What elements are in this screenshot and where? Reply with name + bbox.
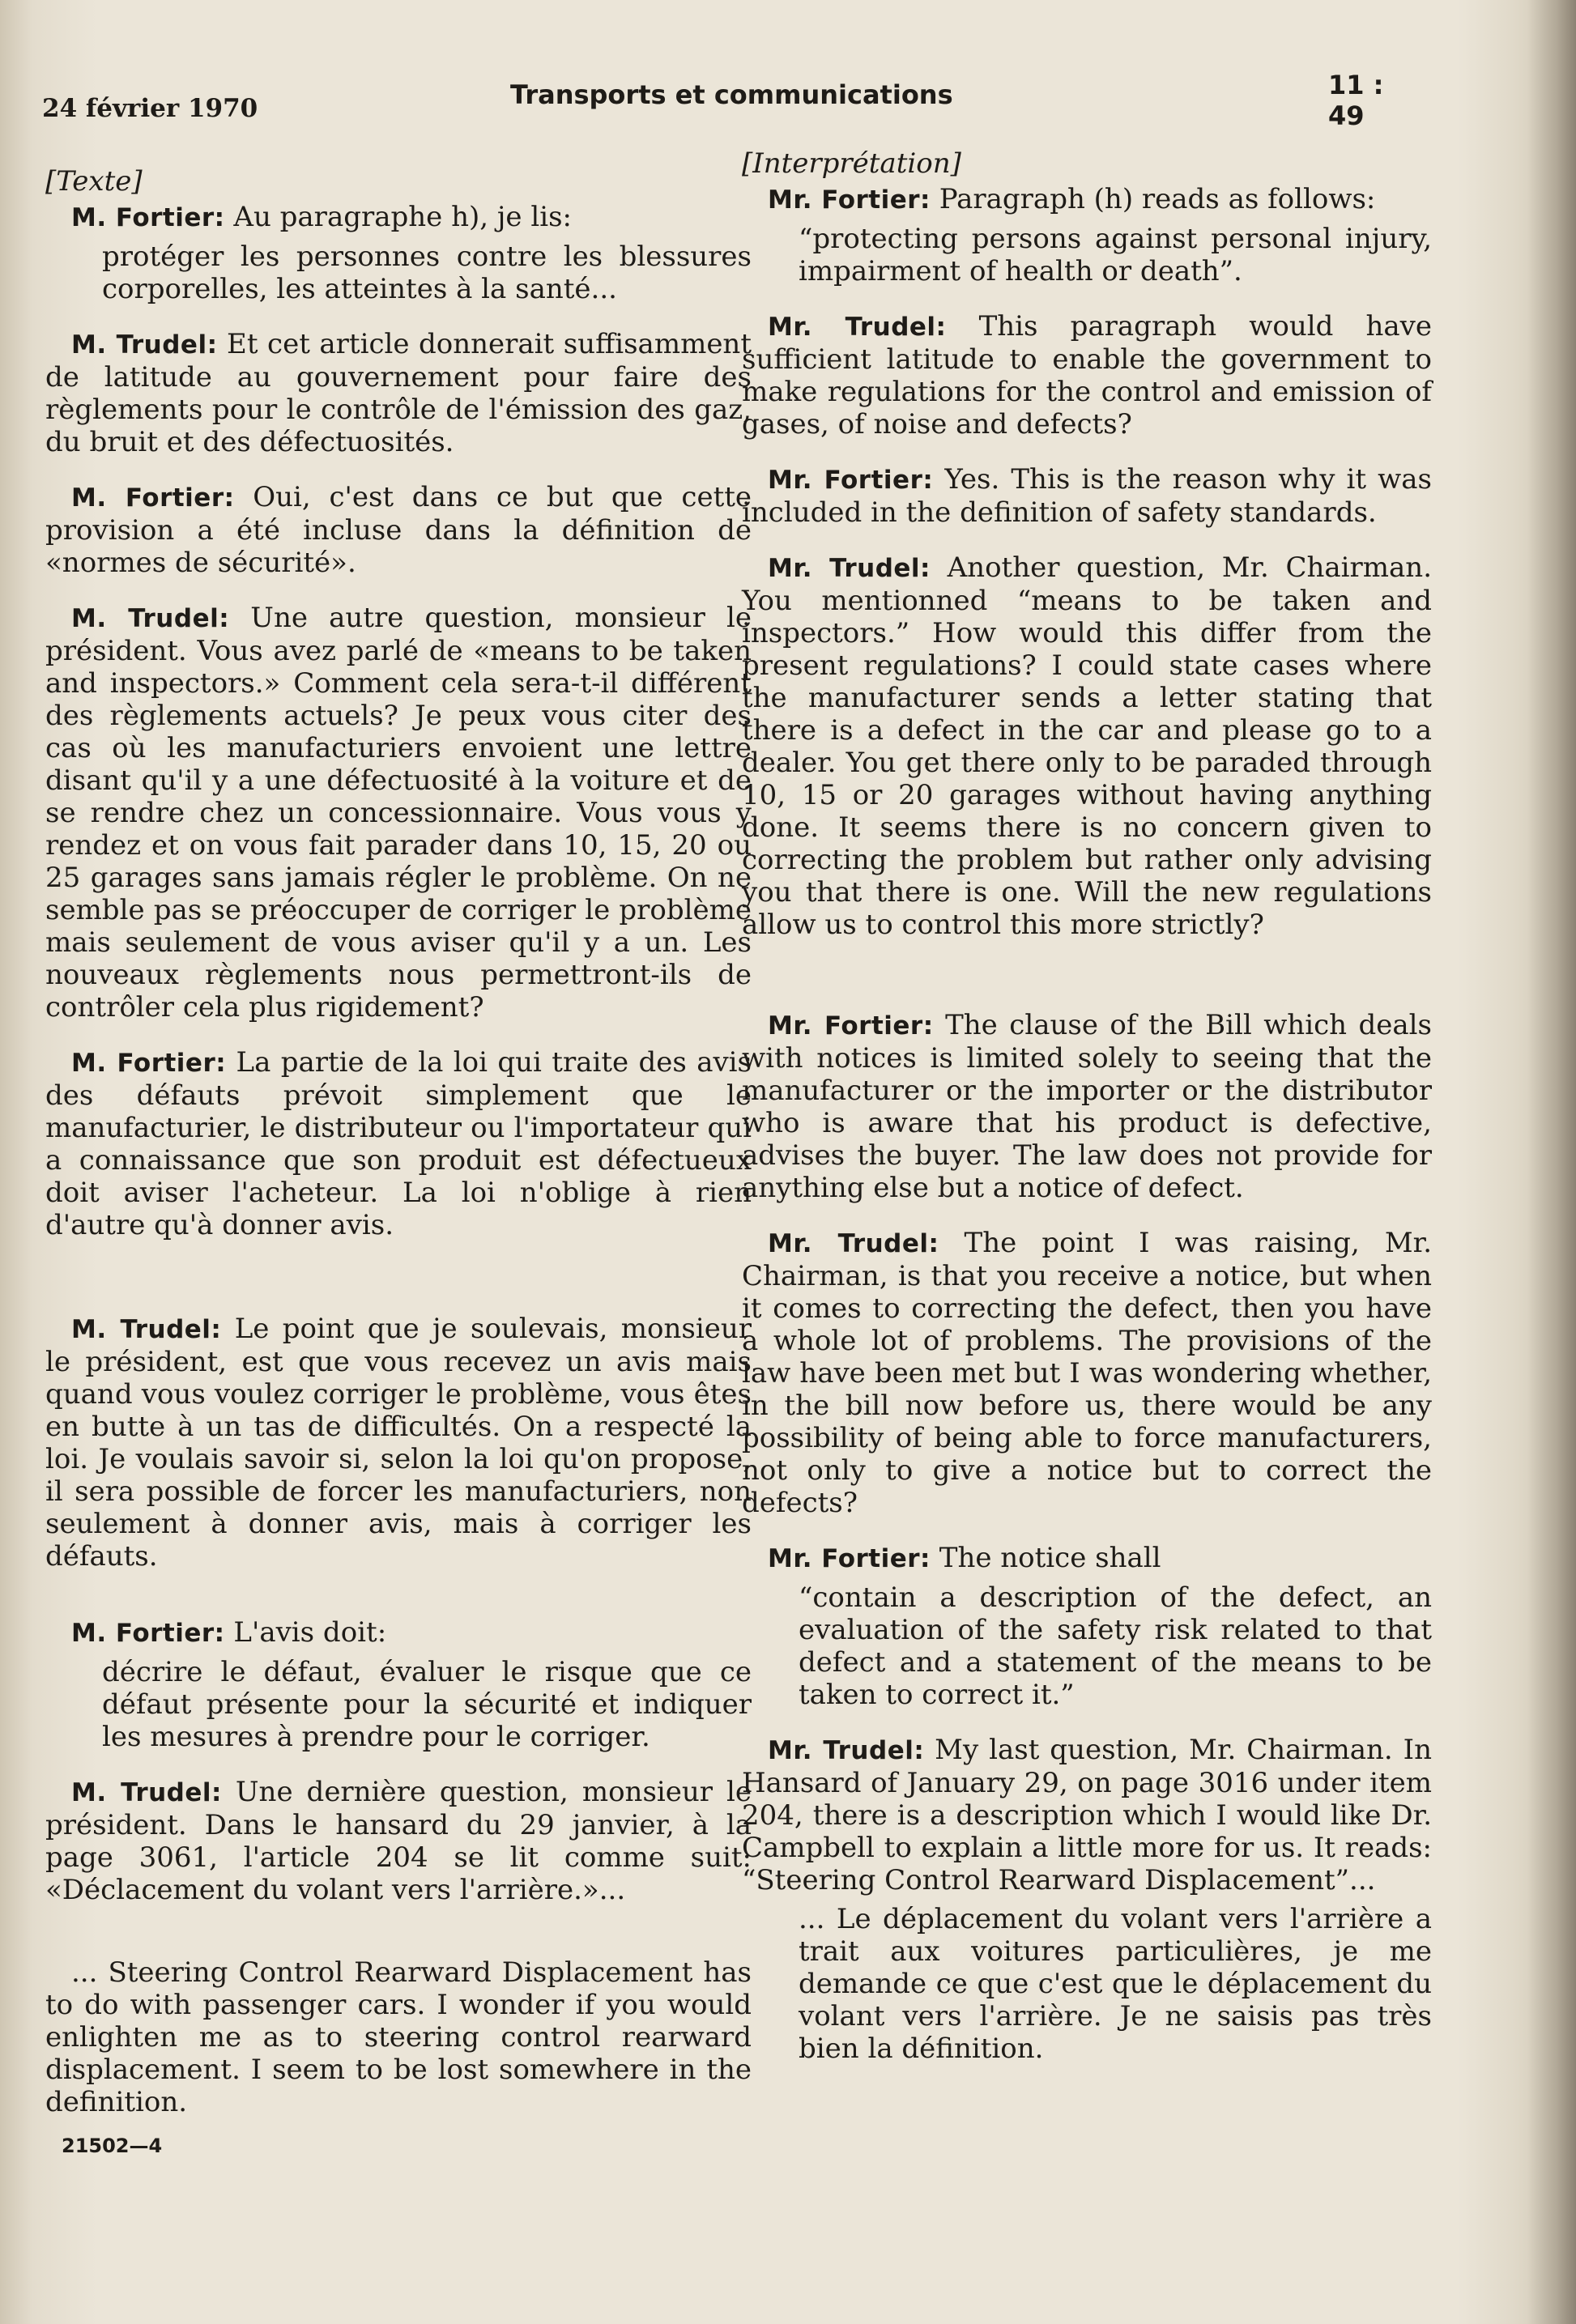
paragraph: [45, 1776, 752, 1906]
section-tag: [Texte]: [45, 165, 143, 198]
paragraph: [742, 183, 1432, 216]
paragraph: [45, 1616, 752, 1649]
header-page-number: 11 : 49: [1328, 70, 1384, 131]
paragraph: [45, 201, 752, 234]
speech-text: This paragraph would have sufficient latitude to enable the government to make regulations for the control and emission of gases, of noise and defects?: [742, 310, 1433, 441]
speech-text: The point I was raising, Mr. Chairman, is that you receive a notice, but when it comes to correcting the defect, then you have a whole lot of problems. The provisions of the law have been met but I was wondering whether, in the bill now before us, there would be any possibility of being able to force manufacturers, not only to give a notice but to correct the defects?: [742, 1227, 1432, 1519]
speech-text: Paragraph (h) reads as follows:: [939, 183, 1376, 215]
spacer: [742, 964, 1432, 1009]
paragraph: [742, 1227, 1432, 1519]
speaker: M. Fortier:: [71, 1619, 225, 1648]
page-binding-shadow: [1527, 0, 1576, 2324]
speaker: M. Trudel:: [71, 1315, 222, 1344]
paragraph: [742, 1542, 1432, 1575]
speaker: Mr. Fortier:: [768, 185, 931, 215]
paragraph: [742, 463, 1432, 529]
speaker: M. Fortier:: [71, 483, 235, 513]
speaker: M. Trudel:: [71, 604, 230, 633]
page-header: [42, 70, 1419, 131]
paragraph: [45, 602, 752, 1024]
paragraph: ... Steering Control Rearward Displacement has to do with passenger cars. I wonder if you would enlighten me as to steering control rearward displacement. I seem to be lost somewhere in the definition.: [45, 1956, 752, 2118]
paragraph: ... Le déplacement du volant vers l'arrière a trait aux voitures particulières, je me demande ce que c'est que le déplacement du volant vers l'arrière. Je ne saisis pas très bien la définition.: [799, 1903, 1432, 2065]
paragraph: [742, 1734, 1432, 1896]
spacer: [45, 1929, 752, 1956]
speech-text: Oui, c'est dans ce but que cette provision a été incluse dans la définition de «normes de sécurité».: [45, 481, 752, 579]
paragraph: [742, 1009, 1432, 1204]
speech-text: Et cet article donnerait suffisamment de latitude au gouvernement pour faire des règlements pour le contrôle de l'émission des gaz, du bruit et des défectuosités.: [45, 328, 752, 458]
quotation: protéger les personnes contre les blessures corporelles, les atteintes à la santé...: [102, 240, 752, 305]
speaker: Mr. Trudel:: [768, 1736, 925, 1765]
speaker: M. Trudel:: [71, 1778, 222, 1807]
paragraph: [45, 328, 752, 458]
paragraph: [45, 1046, 752, 1241]
speaker: Mr. Trudel:: [768, 554, 931, 583]
header-title: Transports et communications: [510, 79, 953, 110]
section-tag: [Interprétation]: [742, 147, 961, 180]
speech-text: My last question, Mr. Chairman. In Hansard of January 29, on page 3016 under item 204, there is a description which I would like Dr. Campbell to explain a little more for us. It reads: “Steering Control Rearward Displacement”...: [742, 1734, 1432, 1896]
speech-text: The clause of the Bill which deals with notices is limited solely to seeing that the manufacturer or the importer or the distributor who is aware that his product is defective, advises the buyer. The law does not provide for anything else but a notice of defect.: [742, 1009, 1432, 1204]
spacer: [45, 1595, 752, 1616]
paragraph: [742, 551, 1432, 941]
speaker: M. Fortier:: [71, 203, 225, 232]
speaker: M. Fortier:: [71, 1049, 227, 1078]
quotation: décrire le défaut, évaluer le risque que ce défaut présente pour la sécurité et indiquer les mesures à prendre pour le corriger.: [102, 1656, 752, 1753]
speaker: Mr. Fortier:: [768, 466, 934, 495]
speech-text: Au paragraphe h), je lis:: [233, 201, 572, 233]
speaker: M. Trudel:: [71, 330, 218, 360]
speaker: Mr. Trudel:: [768, 1229, 939, 1258]
speech-text: L'avis doit:: [233, 1616, 387, 1649]
paragraph: [45, 1313, 752, 1573]
speaker: Mr. Fortier:: [768, 1544, 931, 1573]
speech-text: La partie de la loi qui traite des avis des défauts prévoit simplement que le manufacturier, le distributeur ou l'importateur qui a connaissance que son produit est défectueux doit aviser l'acheteur. La loi n'oblige à rien d'autre qu'à donner avis.: [45, 1046, 752, 1241]
speech-text: The notice shall: [939, 1542, 1161, 1574]
header-date: 24 février 1970: [42, 94, 258, 123]
speech-text: Le point que je soulevais, monsieur le président, est que vous recevez un avis mais quand vous voulez corriger le problème, vous êtes en butte à un tas de difficultés. On a respecté la loi. Je voulais savoir si, selon la loi qu'on propose, il sera possible de forcer les manufacturiers, non seulement à donner avis, mais à corriger les défauts.: [45, 1313, 752, 1573]
speaker: Mr. Trudel:: [768, 313, 947, 342]
right-column-english: [742, 147, 1432, 2088]
quotation: “protecting persons against personal injury, impairment of health or death”.: [799, 223, 1432, 287]
left-column-french: [45, 165, 752, 2162]
footer-print-code: 21502—4: [62, 2135, 163, 2157]
spacer: [45, 1264, 752, 1313]
speaker: Mr. Fortier:: [768, 1011, 934, 1041]
quotation: “contain a description of the defect, an evaluation of the safety risk related to that defect and a statement of the means to be taken to correct it.”: [799, 1581, 1432, 1711]
speech-text: Une autre question, monsieur le président. Vous avez parlé de «means to be taken and inspectors.» Comment cela sera-t-il différent des règlements actuels? Je peux vous citer des cas où les manufacturiers envoient une lettre disant qu'il y a une défectuosité à la voiture et de se rendre chez un concessionnaire. Vous vous y rendez et on vous fait parader dans 10, 15, 20 ou 25 garages sans jamais régler le problème. On ne semble pas se préoccuper de corriger le problème mais seulement de vous aviser qu'il y a un. Les nouveaux règlements nous permettront-ils de contrôler cela plus rigidement?: [45, 602, 752, 1024]
paragraph: [45, 481, 752, 579]
speech-text: Yes. This is the reason why it was included in the definition of safety standards.: [742, 463, 1433, 529]
speech-text: Another question, Mr. Chairman. You mentionned “means to be taken and inspectors.” How would this differ from the present regulations? I could state cases where the manufacturer sends a letter stating that there is a defect in the car and please go to a dealer. You get there only to be paraded through 10, 15 or 20 garages without having anything done. It seems there is no concern given to correcting the problem but rather only advising you that there is one. Will the new regulations allow us to control this more strictly?: [742, 551, 1433, 941]
paragraph: [742, 310, 1432, 441]
speech-text: Une dernière question, monsieur le président. Dans le hansard du 29 janvier, à la page 3061, l'article 204 se lit comme suit: «Déclacement du volant vers l'arrière.»...: [45, 1776, 752, 1906]
